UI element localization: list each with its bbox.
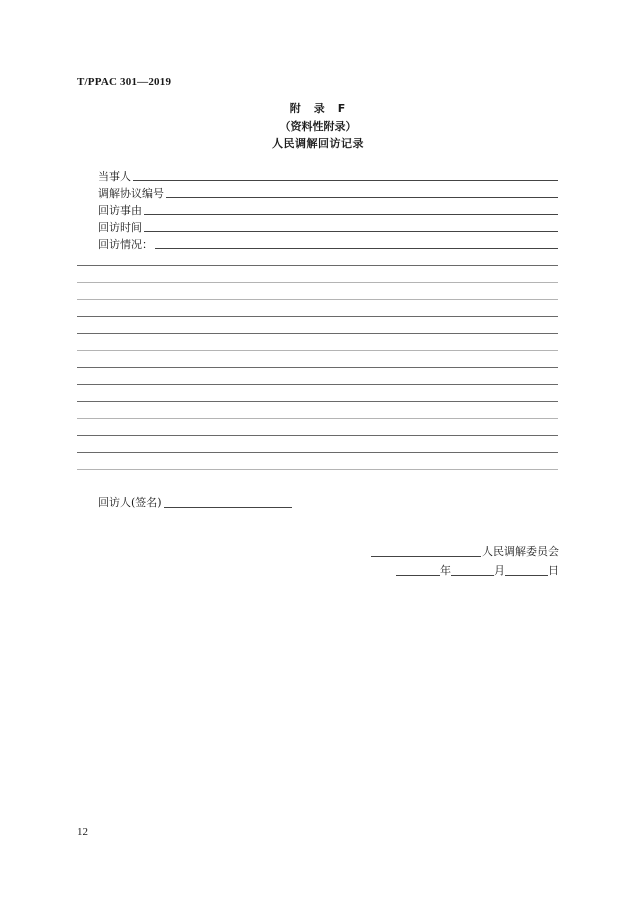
writing-line [77,469,558,470]
party-field[interactable] [98,169,558,183]
writing-line [77,316,558,317]
writing-line [77,401,558,402]
page-number: 12 [77,826,88,838]
writing-line [77,265,558,266]
writing-line [77,333,558,334]
writing-line [77,282,558,283]
committee-name-fill-line[interactable] [371,556,481,557]
day-fill-line[interactable] [505,575,548,576]
form-title: 人民调解回访记录 [272,137,364,150]
visit-time-label: 回访时间 [98,221,142,234]
committee-field[interactable] [371,543,559,559]
committee-label: 人民调解委员会 [482,545,559,558]
standard-code: T/PPAC 301—2019 [77,76,172,88]
visit-situation-field[interactable] [98,237,558,251]
visit-situation-fill-line[interactable] [155,248,558,249]
visit-reason-label: 回访事由 [98,204,142,217]
writing-line [77,299,558,300]
writing-line [77,452,558,453]
signature-label: 回访人(签名) [98,496,162,509]
month-label: 月 [494,564,505,577]
signature-fill-line[interactable] [164,507,292,508]
day-label: 日 [548,564,559,577]
visit-reason-field[interactable] [98,203,558,217]
writing-line [77,367,558,368]
month-fill-line[interactable] [451,575,494,576]
party-fill-line[interactable] [133,180,558,181]
writing-line [77,418,558,419]
visit-time-fill-line[interactable] [144,231,558,232]
writing-line [77,435,558,436]
agreement-number-fill-line[interactable] [166,197,558,198]
visit-situation-label: 回访情况： [98,238,153,251]
visit-time-field[interactable] [98,220,558,234]
writing-line [77,384,558,385]
date-field[interactable] [396,562,559,578]
agreement-number-field[interactable] [98,186,558,200]
writing-line [77,350,558,351]
appendix-nature: （资料性附录） [279,120,357,133]
party-label: 当事人 [98,170,131,183]
year-label: 年 [440,564,451,577]
year-fill-line[interactable] [396,575,440,576]
signature-field[interactable] [98,494,292,510]
agreement-number-label: 调解协议编号 [98,187,164,200]
appendix-label: 附 录 F [289,102,347,115]
visit-reason-fill-line[interactable] [144,214,558,215]
